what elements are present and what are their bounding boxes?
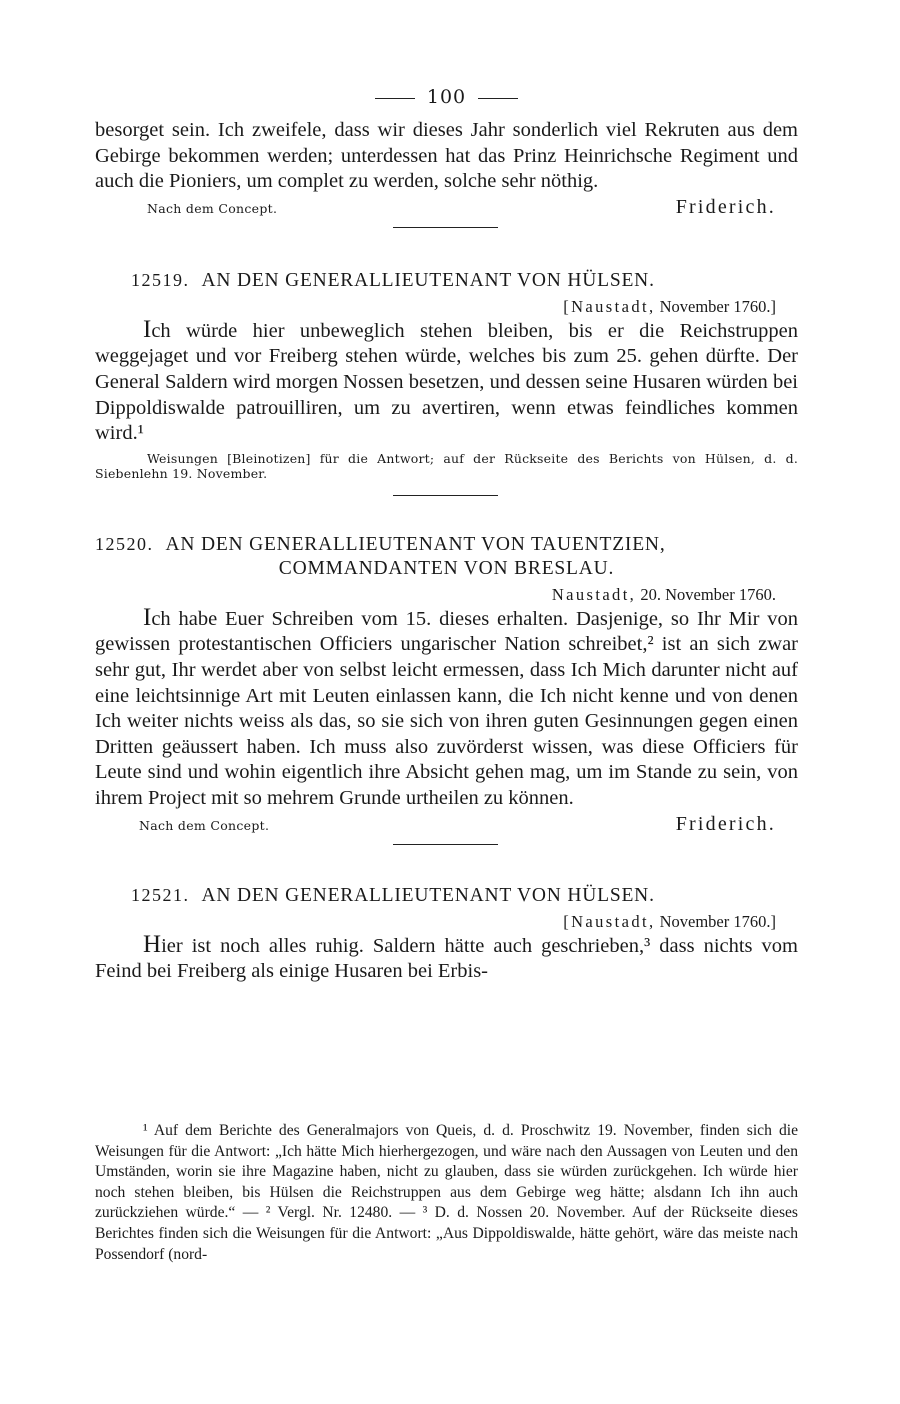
letter-place-date bbox=[95, 912, 776, 932]
letter-note-text: Weisungen [Bleinotizen] für die Antwort; auf der Rückseite des Berichts von Hülsen, d. d. Siebenlehn 19. November. bbox=[95, 450, 798, 481]
letter-signature-row bbox=[95, 813, 798, 836]
page-number-text: 100 bbox=[426, 86, 467, 108]
letter-date: November 1760.] bbox=[659, 296, 776, 316]
letter-signature: Friderich. bbox=[675, 812, 776, 835]
letter-body bbox=[95, 930, 798, 985]
continuation-signature: Friderich. bbox=[675, 195, 776, 218]
continuation-source: Nach dem Concept. bbox=[147, 200, 278, 216]
letter-recipient: AN DEN GENERALLIEUTENANT VON HÜLSEN. bbox=[201, 884, 655, 906]
letter-place-date bbox=[95, 585, 776, 605]
letter-body bbox=[95, 315, 798, 447]
letter-note bbox=[95, 451, 798, 481]
letter-body bbox=[95, 603, 798, 812]
letter-number: 12520. bbox=[95, 533, 154, 554]
letter-place: [Naustadt, bbox=[563, 296, 656, 316]
letter-place-date bbox=[95, 297, 776, 317]
letter-recipient-line2: COMMANDANTEN VON BRESLAU. bbox=[278, 557, 615, 579]
letter-number: 12519. bbox=[131, 269, 190, 290]
section-divider bbox=[393, 495, 498, 496]
footnotes bbox=[95, 1121, 798, 1265]
section-divider bbox=[393, 844, 498, 845]
letter-heading bbox=[95, 883, 798, 908]
page-number-right-dash bbox=[478, 98, 518, 99]
letter-place: [Naustadt, bbox=[563, 911, 656, 931]
letter-date: 20. November 1760. bbox=[640, 584, 776, 604]
letter-source: Nach dem Concept. bbox=[139, 817, 270, 833]
letter-recipient: AN DEN GENERALLIEUTENANT VON TAUENTZIEN, bbox=[165, 533, 666, 555]
letter-initial: I bbox=[143, 603, 152, 631]
letter-recipient: AN DEN GENERALLIEUTENANT VON HÜLSEN. bbox=[201, 269, 655, 291]
letter-heading bbox=[95, 268, 798, 293]
letter-text: ch würde hier unbeweglich stehen bleiben, bis er die Reichstruppen weggejaget und vor Freiberg stehen würde, welches bis zum 25. gehen dürfte. Der General Saldern wird morgen Nossen besetzen, und dessen seine Husaren würden bei Dippoldiswalde patrouilliren, um zu avertiren, wenn etwas feindliches kommen wird.¹ bbox=[95, 319, 798, 445]
continuation-signature-row bbox=[95, 196, 798, 219]
letter-text: ier ist noch alles ruhig. Saldern hätte auch geschrieben,³ dass nichts vom Feind bei Freiberg als einige Husaren bei Erbis- bbox=[95, 934, 798, 983]
letter-initial: I bbox=[143, 315, 152, 343]
page bbox=[95, 86, 798, 985]
letter-date: November 1760.] bbox=[659, 911, 776, 931]
section-divider bbox=[393, 227, 498, 228]
page-number-left-dash bbox=[375, 98, 415, 99]
letter-place: Naustadt, bbox=[551, 584, 637, 604]
letter-initial: H bbox=[143, 930, 162, 958]
footnotes-text: ¹ Auf dem Berichte des Generalmajors von Queis, d. d. Proschwitz 19. November, finden sich die Weisungen für die Antwort: „Ich hätte Mich hierhergezogen, und wäre nach den Aussagen von Leuten und den Umständen, worin sie ihre Magazine haben, nicht zu glauben, dass sie würden zurückgehen. Ich würde hier noch stehen bleiben, bis Hülsen die Reichstruppen aus dem Gebirge weg hätte; alsdann Ich ihn auch zurückziehen würde.“ — ² Vergl. Nr. 12480. — ³ D. d. Nossen 20. November. Auf der Rückseite dieses Berichtes finden sich die Weisungen für die Antwort: „Aus Dippoldiswalde, hätte gehört, wäre das meiste nach Possendorf (nord- bbox=[95, 1122, 798, 1263]
page-number bbox=[95, 86, 798, 108]
letter-number: 12521. bbox=[131, 884, 190, 905]
letter-heading bbox=[95, 532, 798, 581]
letter-text: ch habe Euer Schreiben vom 15. dieses erhalten. Dasjenige, so Ihr Mir von gewissen protestantischen Officiers ungarischer Nation schreibet,² ist an sich zwar sehr gut, Ihr werdet aber von selbst leicht ermessen, dass Ich Mich darunter nicht auf eine leichtsinnige Art mit Leuten einlassen kann, die Ich nicht kenne und von denen Ich weiter nichts weiss als das, so sie sich von ihren guten Gesinnungen gegen einen Dritten geäussert haben. Ich muss also zuvörderst wissen, was diese Officiers für Leute sind und wohin eigentlich ihre Absicht gehen mag, um im Stande zu sein, von ihrem Project mit so mehrem Grunde urtheilen zu können. bbox=[95, 607, 798, 809]
continuation-paragraph: besorget sein. Ich zweifele, dass wir dieses Jahr sonderlich viel Rekruten aus dem Gebirge bekommen werden; unterdessen hat das Prinz Heinrichsche Regiment und auch die Pioniers, um complet zu werden, solche sehr nöthig. bbox=[95, 119, 798, 193]
